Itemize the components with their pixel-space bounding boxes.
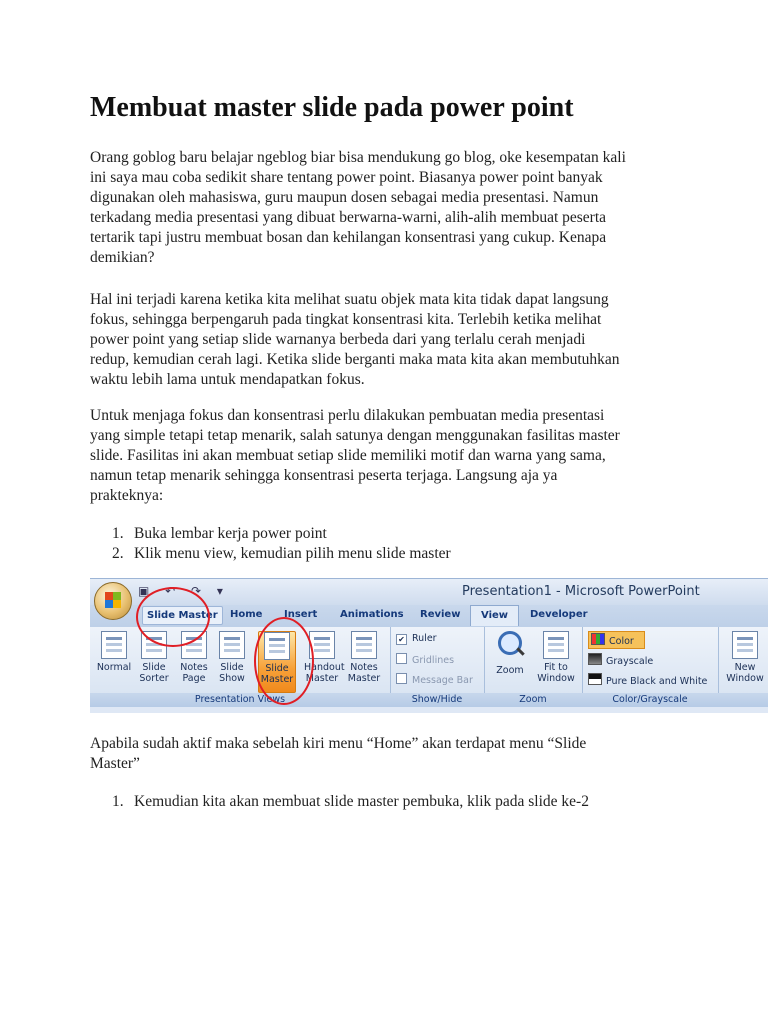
text-line: yang simple tetapi tetap menarik, salah satunya dengan menggunakan fasilitas master	[90, 427, 620, 444]
group-label: Color/Grayscale	[582, 693, 718, 707]
color-swatch-icon	[591, 633, 605, 645]
paragraph-solution	[90, 406, 690, 506]
group-label	[718, 693, 768, 707]
group-zoom	[484, 627, 583, 707]
list-text: Kemudian kita akan membuat slide master pembuka, klik pada slide ke-2	[134, 793, 589, 810]
button-label: Fit to Window	[537, 662, 575, 684]
button-label: Slide Show	[219, 662, 245, 684]
slide-show-icon	[219, 631, 245, 659]
quick-access-icons[interactable]: ▣ ↶ ↷ ▾	[138, 584, 229, 598]
text-line: digunakan oleh mahasiswa, guru maupun dosen sebagai media presentasi. Namun	[90, 189, 599, 206]
steps-list	[90, 524, 451, 564]
button-label: Color	[609, 636, 634, 647]
checkbox-label: Message Bar	[412, 675, 473, 686]
fit-to-window-button[interactable]	[534, 631, 578, 691]
pure-black-white-button[interactable]	[588, 673, 707, 687]
powerpoint-ribbon-screenshot	[90, 578, 768, 713]
text-line: ini saya mau coba sedikit share tentang power point. Biasanya power point banyak	[90, 169, 603, 186]
handout-master-button[interactable]	[304, 631, 345, 691]
button-label: Slide Master	[260, 663, 294, 685]
slide-master-button[interactable]	[258, 631, 296, 693]
checkbox-icon	[396, 673, 407, 684]
list-number: 1.	[112, 793, 124, 810]
button-label: New Window	[726, 662, 764, 684]
notes-master-icon	[351, 631, 377, 659]
button-label: Zoom	[496, 665, 524, 676]
text-line: namun tetap menarik sehingga konsentrasi peserta terjaga. Langsung aja ya	[90, 467, 558, 484]
paragraph-reason	[90, 290, 690, 390]
checkbox-label: Ruler	[412, 633, 437, 644]
button-label: Notes Page	[180, 662, 208, 684]
group-show-hide	[390, 627, 485, 707]
steps-list	[90, 792, 589, 812]
slide-sorter-icon	[141, 631, 167, 659]
checkbox-label: Gridlines	[412, 655, 455, 666]
group-presentation-views	[90, 627, 391, 707]
checkmark-icon: ✔	[396, 634, 407, 645]
group-label: Presentation Views	[90, 693, 390, 707]
checkbox-icon	[396, 653, 407, 664]
paragraph-after-activation	[90, 734, 690, 774]
slide-master-icon	[264, 632, 290, 660]
button-label: Handout Master	[304, 662, 345, 684]
handout-master-icon	[309, 631, 335, 659]
grayscale-button[interactable]	[588, 653, 653, 667]
window-title: Presentation1 - Microsoft PowerPoint	[462, 584, 700, 599]
button-label: Normal	[96, 662, 132, 673]
slide-show-button[interactable]	[214, 631, 250, 691]
color-button[interactable]	[588, 631, 645, 649]
ribbon-tabs	[90, 605, 768, 627]
text-line: prakteknya:	[90, 487, 164, 504]
slide-sorter-button[interactable]	[136, 631, 172, 691]
notes-page-icon	[181, 631, 207, 659]
magnifier-icon	[498, 631, 522, 655]
new-window-icon	[732, 631, 758, 659]
text-line: Hal ini terjadi karena ketika kita melihat suatu objek mata kita tidak dapat langsung	[90, 291, 609, 308]
tab-home[interactable]: Home	[230, 609, 263, 620]
gridlines-checkbox[interactable]	[396, 653, 454, 666]
text-line: Master”	[90, 755, 140, 772]
list-item	[90, 524, 451, 544]
tab-slide-master[interactable]: Slide Master	[142, 606, 223, 625]
notes-page-button[interactable]	[176, 631, 212, 691]
paragraph-intro	[90, 148, 690, 268]
message-bar-checkbox[interactable]	[396, 673, 473, 686]
button-label: Grayscale	[606, 656, 654, 667]
text-line: redup, kemudian cerah lagi. Ketika slide berganti maka mata kita akan membutuhkan	[90, 351, 620, 368]
quick-access-toolbar	[90, 579, 768, 605]
text-line: Orang goblog baru belajar ngeblog biar bisa mendukung go blog, oke kesempatan kali	[90, 149, 626, 166]
text-line: waktu lebih lama untuk mendapatkan fokus.	[90, 371, 365, 388]
list-item	[90, 792, 589, 812]
tab-animations[interactable]: Animations	[340, 609, 404, 620]
text-line: terkadang media presentasi yang dibuat berwarna-warni, alih-alih membuat peserta	[90, 209, 607, 226]
text-line: fokus, sehingga berpengaruh pada tingkat konsentrasi kita. Terlebih ketika melihat	[90, 311, 602, 328]
list-item	[90, 544, 451, 564]
text-line: Untuk menjaga fokus dan konsentrasi perlu dilakukan pembuatan media presentasi	[90, 407, 605, 424]
text-line: Apabila sudah aktif maka sebelah kiri menu “Home” akan terdapat menu “Slide	[90, 735, 587, 752]
black-white-swatch-icon	[588, 673, 602, 685]
list-number: 1.	[112, 525, 124, 542]
tab-developer[interactable]: Developer	[530, 609, 588, 620]
text-line: demikian?	[90, 249, 155, 266]
text-line: power point yang setiap slide warnanya berbeda dari yang terlalu cerah menjadi	[90, 331, 586, 348]
group-window	[718, 627, 768, 707]
group-color-grayscale	[582, 627, 719, 707]
group-label: Show/Hide	[390, 693, 484, 707]
button-label: Slide Sorter	[139, 662, 169, 684]
office-logo-icon	[105, 592, 121, 608]
group-label: Zoom	[484, 693, 582, 707]
office-button[interactable]	[94, 582, 132, 620]
list-number: 2.	[112, 545, 124, 562]
new-window-button[interactable]	[724, 631, 766, 691]
tab-insert[interactable]: Insert	[284, 609, 318, 620]
list-text: Klik menu view, kemudian pilih menu slide master	[134, 545, 451, 562]
tab-view[interactable]: View	[470, 605, 519, 626]
text-line: tertarik tapi justru membuat bosan dan kehilangan konsentrasi yang cukup. Kenapa	[90, 229, 607, 246]
text-line: slide. Fasilitas ini akan membuat setiap slide memiliki motif dan warna yang sama,	[90, 447, 606, 464]
normal-view-button[interactable]	[96, 631, 132, 691]
fit-to-window-icon	[543, 631, 569, 659]
tab-review[interactable]: Review	[420, 609, 461, 620]
button-label: Notes Master	[347, 662, 381, 684]
notes-master-button[interactable]	[346, 631, 382, 691]
ribbon-body	[90, 627, 768, 707]
button-label: Pure Black and White	[606, 676, 708, 687]
grayscale-swatch-icon	[588, 653, 602, 665]
list-text: Buka lembar kerja power point	[134, 525, 327, 542]
ruler-checkbox[interactable]	[396, 633, 437, 645]
normal-view-icon	[101, 631, 127, 659]
document-title: Membuat master slide pada power point	[90, 92, 574, 123]
zoom-button[interactable]	[490, 631, 530, 691]
